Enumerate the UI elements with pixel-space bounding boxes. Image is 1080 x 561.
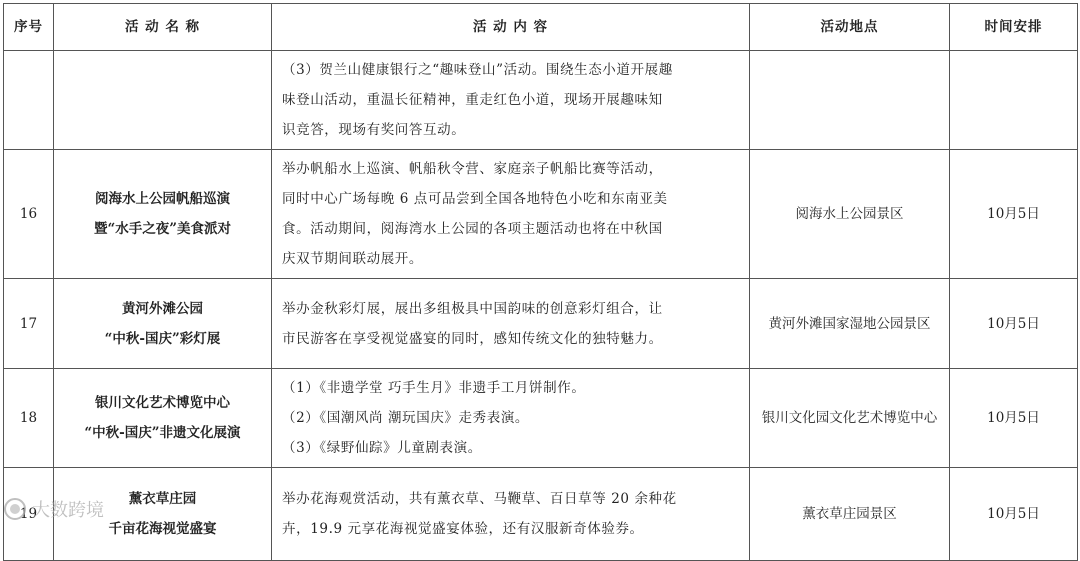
activity-table: [3, 3, 1078, 561]
activity-content: [272, 150, 750, 279]
activity-place: 阅海水上公园景区: [750, 150, 950, 279]
activity-name: [54, 51, 272, 150]
activity-name-line: “中秋-国庆”彩灯展: [104, 330, 221, 347]
header-name: 活 动 名 称: [54, 4, 272, 51]
activity-place: 薰衣草庄园景区: [750, 468, 950, 561]
activity-name: [54, 150, 272, 279]
row-number: [4, 51, 54, 150]
activity-name: [54, 369, 272, 468]
row-number: 18: [4, 369, 54, 468]
activity-content: [272, 369, 750, 468]
watermark: [4, 496, 104, 522]
activity-content-line: 举办花海观赏活动，共有薰衣草、马鞭草、百日草等 20 余种花: [282, 491, 677, 507]
activity-name-line: 薰衣草庄园: [128, 491, 197, 507]
table-row: [4, 468, 1078, 561]
activity-name: [54, 279, 272, 369]
activity-time: 10月5日: [950, 150, 1078, 279]
activity-content-line: （1）《非遗学堂 巧手生月》非遗手工月饼制作。: [282, 380, 586, 396]
activity-name-line: 暨“水手之夜”美食派对: [93, 221, 232, 237]
activity-name-line: 银川文化艺术博览中心: [95, 395, 230, 411]
activity-name-line: 黄河外滩公园: [122, 300, 203, 317]
table-row: [4, 279, 1078, 369]
table-row: [4, 369, 1078, 468]
activity-name-line: 阅海水上公园帆船巡演: [95, 191, 230, 207]
brand-logo-icon: [4, 498, 26, 520]
row-number: 17: [4, 279, 54, 369]
activity-content-line: 同时中心广场每晚 6 点可品尝到全国各地特色小吃和东南亚美: [282, 191, 668, 207]
activity-content-line: 味登山活动，重温长征精神，重走红色小道，现场开展趣味知: [282, 92, 663, 108]
activity-content-line: （3）贺兰山健康银行之“趣味登山”活动。围绕生态小道开展趣: [282, 62, 673, 78]
table-header-row: [4, 4, 1078, 51]
activity-content: [272, 468, 750, 561]
header-content: 活 动 内 容: [272, 4, 750, 51]
activity-time: [950, 51, 1078, 150]
activity-time: 10月5日: [950, 369, 1078, 468]
header-place: 活动地点: [750, 4, 950, 51]
activity-content-line: （3）《绿野仙踪》儿童剧表演。: [282, 440, 482, 456]
activity-content-line: 庆双节期间联动展开。: [282, 251, 423, 267]
header-no: 序号: [4, 4, 54, 51]
activity-time: 10月5日: [950, 279, 1078, 369]
activity-content-line: （2）《国潮风尚 潮玩国庆》走秀表演。: [282, 410, 530, 426]
activity-content-line: 卉，19.9 元享花海视觉盛宴体验，还有汉服新奇体验券。: [282, 521, 644, 537]
row-number: 16: [4, 150, 54, 279]
activity-place: [750, 51, 950, 150]
activity-content-line: 食。活动期间，阅海湾水上公园的各项主题活动也将在中秋国: [282, 221, 663, 237]
activity-place: 黄河外滩国家湿地公园景区: [750, 279, 950, 369]
activity-name-line: 千亩花海视觉盛宴: [108, 521, 217, 537]
activity-content: [272, 51, 750, 150]
activity-place: 银川文化园文化艺术博览中心: [750, 369, 950, 468]
activity-content-line: 市民游客在享受视觉盛宴的同时，感知传统文化的独特魅力。: [282, 330, 663, 347]
activity-content-line: 识竞答，现场有奖问答互动。: [282, 122, 466, 138]
activity-time: 10月5日: [950, 468, 1078, 561]
table-row: [4, 51, 1078, 150]
watermark-text: 大数跨境: [32, 500, 104, 521]
activity-content-line: 举办帆船水上巡演、帆船秋令营、家庭亲子帆船比赛等活动，: [282, 161, 663, 177]
activity-content: [272, 279, 750, 369]
table-row: [4, 150, 1078, 279]
activity-content-line: 举办金秋彩灯展，展出多组极具中国韵味的创意彩灯组合，让: [282, 300, 663, 317]
header-time: 时间安排: [950, 4, 1078, 51]
activity-name-line: “中秋-国庆”非遗文化展演: [84, 425, 241, 441]
row-number: 19: [4, 468, 54, 561]
